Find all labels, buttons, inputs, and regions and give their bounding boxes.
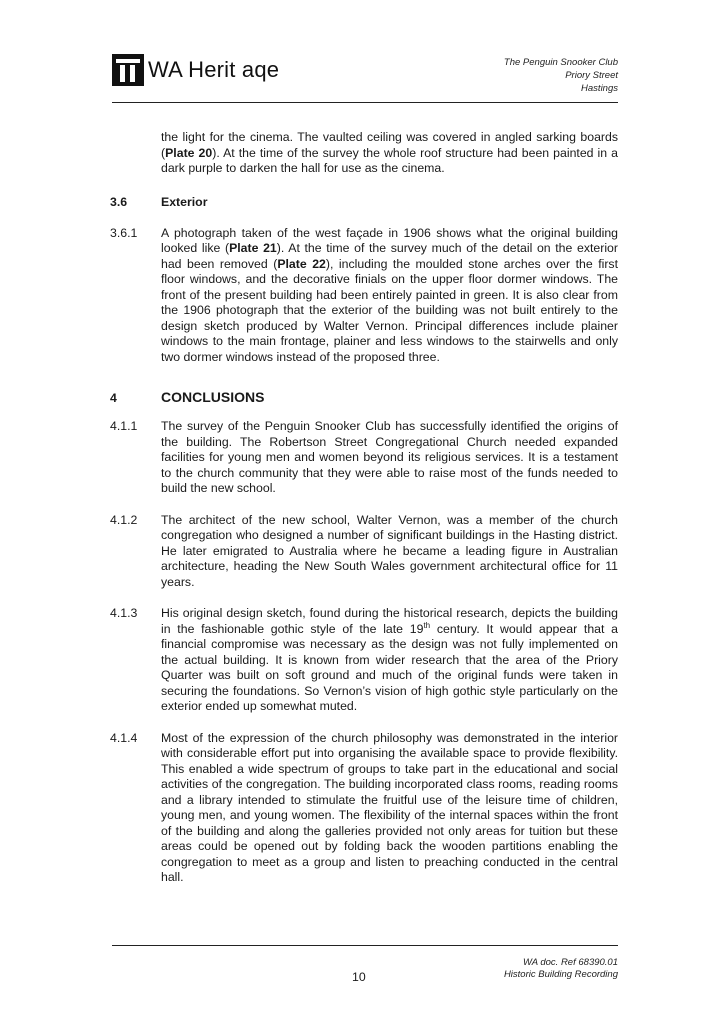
footer-info: [504, 957, 618, 981]
intro-text-2: ). At the time of the survey the whole roof structure had been painted in a dark purple to darken the hall for use as the cinema.: [161, 145, 618, 175]
footer-doc-type: Historic Building Recording: [503, 969, 618, 980]
text-part: century. It would appear that a financial compromise was necessary as the design was not fully implemented on the actual building. It is known from wider research that the area of the Priory Quarter was built on soft ground and much of the original funds were taken in securing the foundations. So Vernon’s vision of high gothic style particularly on the exterior ended up somewhat muted.: [161, 621, 618, 713]
header-doc-title: The Penguin Snooker Club: [503, 57, 618, 68]
header-street: Priory Street: [565, 70, 618, 81]
footer-divider: [112, 945, 618, 946]
text-part: A photograph taken of the west façade in 1906 shows what the original building looked like (: [161, 225, 618, 255]
plate-ref: Plate 20: [165, 145, 213, 160]
plate-ref: Plate 22: [277, 256, 326, 271]
section-title: Exterior: [161, 194, 208, 209]
paragraph-3-6-1: [110, 226, 618, 366]
text-part: His original design sketch, found during the historical research, depicts the building in the fashionable gothic style of the late 19: [161, 606, 618, 636]
header-address: [504, 56, 618, 95]
intro-text-1: the light for the cinema. The vaulted ceiling was covered in angled sarking boards (: [161, 130, 618, 160]
intro-paragraph: [161, 130, 618, 177]
plate-ref: Plate 21: [229, 241, 277, 255]
section-number: 3.6: [110, 194, 128, 209]
page-number: 10: [352, 970, 366, 984]
paragraph-text: [161, 606, 618, 715]
page-header: [0, 0, 724, 110]
wa-heritage-logo: [112, 52, 279, 88]
section-number: 4: [110, 391, 117, 405]
text-part: ). At the time of the survey much of the detail on the exterior had been removed (: [161, 241, 618, 271]
paragraph-number: 4.1.1: [110, 419, 138, 433]
header-town: Hastings: [581, 83, 618, 94]
paragraph-number: 4.1.3: [110, 606, 138, 620]
paragraph-4-1-4: [110, 731, 618, 886]
paragraph-number: 4.1.4: [110, 730, 138, 745]
logo-text: WA Herit aqe: [148, 57, 280, 82]
section-heading-exterior: [110, 195, 618, 209]
section-heading-conclusions: [110, 389, 618, 405]
wa-logo-icon: [112, 54, 144, 86]
superscript: th: [423, 620, 431, 630]
header-divider: [112, 102, 618, 103]
paragraph-text: The architect of the new school, Walter Vernon, was a member of the church congregation who designed a number of significant buildings in the Hasting district. He later emigrated to Australia where he became a leading figure in Australian architecture, heading the New South Wales government architectural office for 11 years.: [161, 512, 618, 589]
text-part: ), including the moulded stone arches over the first floor windows, and the decorative finials on the upper floor dormer windows. The front of the present building had been entirely painted in green. It is also clear from the 1906 photograph that the exterior of the building was not built entirely to the design sketch produced by Walter Vernon. Principal differences include plainer windows to the main frontage, plainer and less windows to the stairwells and only two dormer windows instead of the proposed three.: [161, 256, 618, 364]
paragraph-4-1-2: [110, 513, 618, 591]
section-title: CONCLUSIONS: [161, 389, 265, 405]
paragraph-text: [161, 226, 618, 366]
paragraph-number: 4.1.2: [110, 512, 138, 527]
paragraph-number: 3.6.1: [110, 225, 138, 240]
document-body: [110, 130, 618, 902]
footer-doc-ref: WA doc. Ref 68390.01: [522, 957, 618, 968]
paragraph-4-1-3: [110, 606, 618, 715]
paragraph-text: The survey of the Penguin Snooker Club has successfully identified the origins of the building. The Robertson Street Congregational Church needed expanded facilities for young men and women beyond its religious services. It is a testament to the church community that they were able to raise most of the funds needed to build the new school.: [161, 419, 618, 495]
paragraph-text: Most of the expression of the church philosophy was demonstrated in the interior with considerable effort put into organising the available space to provide flexibility. This enabled a wide spectrum of groups to take part in the educational and social activities of the congregation. The building incorporated class rooms, reading rooms and a library intended to stimulate the fruitful use of the leisure time of children, young men, and young women. The flexibility of the internal spaces within the front of the building and along the galleries provided not only areas for tuition but these areas could be opened out by folding back the wooden partitions enabling the congregation to meet as a group and listen to preaching conducted in the central hall.: [161, 730, 618, 884]
paragraph-4-1-1: [110, 419, 618, 497]
